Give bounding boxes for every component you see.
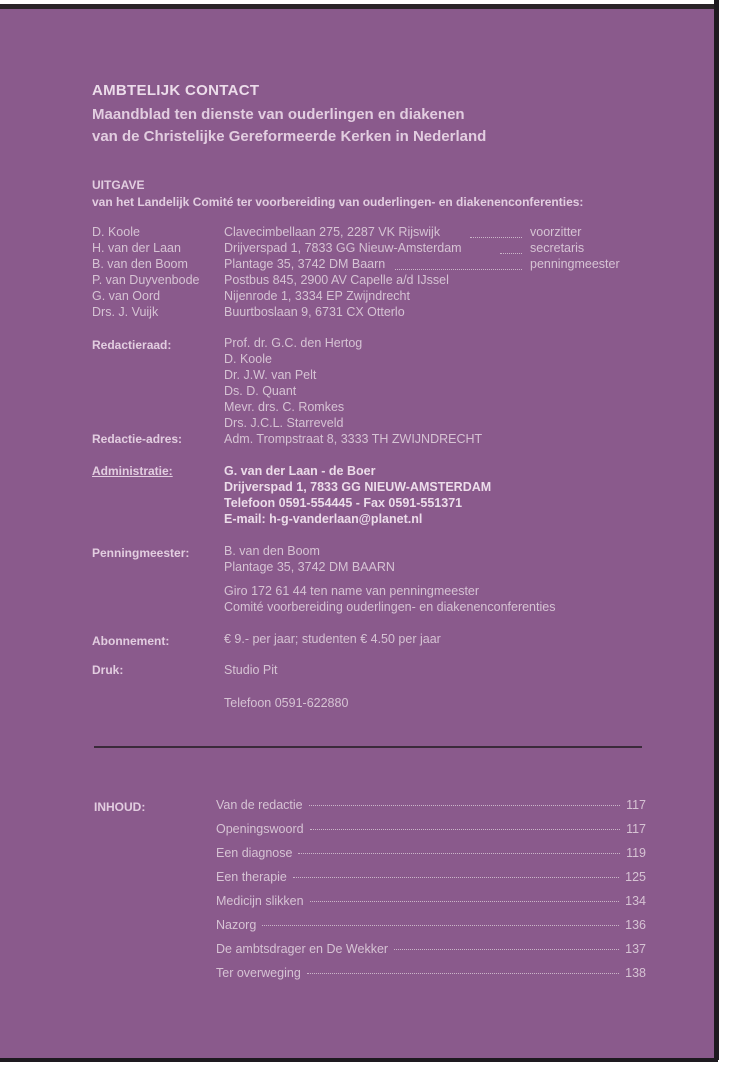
- board-member-name: G. van Oord: [92, 289, 161, 303]
- redactieraad-member: Drs. J.C.L. Starreveld: [224, 416, 344, 430]
- toc-item-page: 136: [625, 918, 646, 932]
- leader-dots: [293, 877, 619, 878]
- toc-item-title: Medicijn slikken: [216, 894, 304, 908]
- toc-item: [216, 918, 646, 936]
- divider: [94, 746, 642, 748]
- toc-item-title: Van de redactie: [216, 798, 303, 812]
- redactieraad-member: D. Koole: [224, 352, 272, 366]
- toc-item-page: 119: [626, 846, 646, 860]
- abonnement-label: Abonnement:: [92, 634, 170, 648]
- inhoud-label: INHOUD:: [94, 800, 146, 814]
- toc-item-page: 125: [625, 870, 646, 884]
- leader-dots: [394, 949, 619, 950]
- board-member-address: Nijenrode 1, 3334 EP Zwijndrecht: [224, 289, 410, 303]
- toc-item-title: De ambtsdrager en De Wekker: [216, 942, 389, 956]
- redactie-adres-value: Adm. Trompstraat 8, 3333 TH ZWIJNDRECHT: [224, 432, 483, 446]
- toc-item: [216, 870, 646, 888]
- penningmeester-line: B. van den Boom: [224, 544, 320, 558]
- leader-dots: [309, 805, 620, 806]
- board-member-address: Drijverspad 1, 7833 GG Nieuw-Amsterdam: [224, 241, 462, 255]
- toc-item-title: Ter overweging: [216, 966, 301, 980]
- administratie-line: G. van der Laan - de Boer: [224, 464, 376, 478]
- administratie-label: Administratie:: [92, 464, 173, 478]
- board-member-address: Plantage 35, 3742 DM Baarn: [224, 257, 386, 271]
- leader-dots: [395, 268, 522, 270]
- toc-item: [216, 798, 646, 816]
- leader-dots: [470, 236, 522, 238]
- right-edge-line: [714, 0, 719, 1060]
- redactie-adres-label: Redactie-adres:: [92, 432, 183, 446]
- uitgave-description: van het Landelijk Comité ter voorbereiding van ouderlingen- en diakenenconferenties:: [92, 195, 584, 209]
- toc-item-page: 138: [625, 966, 646, 980]
- uitgave-heading: UITGAVE: [92, 178, 145, 192]
- administratie-line: Drijverspad 1, 7833 GG NIEUW-AMSTERDAM: [224, 480, 492, 494]
- board-member-role: voorzitter: [530, 225, 582, 239]
- bottom-edge-line: [0, 1058, 718, 1062]
- top-edge: [0, 4, 718, 9]
- board-member-name: Drs. J. Vuijk: [92, 305, 159, 319]
- redactieraad-member: Ds. D. Quant: [224, 384, 297, 398]
- toc-item-title: Een diagnose: [216, 846, 293, 860]
- toc-item: [216, 822, 646, 840]
- redactieraad-label: Redactieraad:: [92, 338, 172, 352]
- toc-item: [216, 894, 646, 912]
- leader-dots: [500, 252, 522, 254]
- board-member-address: Buurtboslaan 9, 6731 CX Otterlo: [224, 305, 405, 319]
- leader-dots: [310, 901, 620, 902]
- board-member-address: Postbus 845, 2900 AV Capelle a/d IJssel: [224, 273, 449, 287]
- subtitle-line-1: Maandblad ten dienste van ouderlingen en diakenen: [92, 106, 465, 123]
- toc-item-page: 117: [626, 798, 646, 812]
- magazine-title: AMBTELIJK CONTACT: [92, 82, 260, 99]
- board-member-name: B. van den Boom: [92, 257, 188, 271]
- administratie-line: Telefoon 0591-554445 - Fax 0591-551371: [224, 496, 463, 510]
- board-member-name: H. van der Laan: [92, 241, 181, 255]
- board-member-role: penningmeester: [530, 257, 620, 271]
- abonnement-value: € 9.- per jaar; studenten € 4.50 per jaar: [224, 632, 441, 646]
- leader-dots: [298, 853, 620, 854]
- leader-dots: [310, 829, 621, 830]
- toc-item-title: Een therapie: [216, 870, 287, 884]
- redactieraad-member: Dr. J.W. van Pelt: [224, 368, 317, 382]
- penningmeester-line: Plantage 35, 3742 DM BAARN: [224, 560, 395, 574]
- board-member-role: secretaris: [530, 241, 585, 255]
- board-member-name: P. van Duyvenbode: [92, 273, 200, 287]
- toc-item-page: 117: [626, 822, 646, 836]
- toc-item: [216, 846, 646, 864]
- giro-line: Comité voorbereiding ouderlingen- en diakenenconferenties: [224, 600, 556, 614]
- druk-value: Studio Pit: [224, 663, 278, 677]
- leader-dots: [307, 973, 619, 974]
- toc-item-title: Openingswoord: [216, 822, 304, 836]
- toc-item-page: 134: [625, 894, 646, 908]
- druk-label: Druk:: [92, 663, 124, 677]
- administratie-email: E-mail: h-g-vanderlaan@planet.nl: [224, 512, 423, 526]
- toc-item-page: 137: [625, 942, 646, 956]
- penningmeester-label: Penningmeester:: [92, 546, 190, 560]
- board-member-name: D. Koole: [92, 225, 140, 239]
- board-member-address: Clavecimbellaan 275, 2287 VK Rijswijk: [224, 225, 441, 239]
- subtitle-line-2: van de Christelijke Gereformeerde Kerken in Nederland: [92, 128, 487, 145]
- page-cover: [0, 4, 718, 1058]
- toc-item: [216, 942, 646, 960]
- toc-item: [216, 966, 646, 984]
- redactieraad-member: Mevr. drs. C. Romkes: [224, 400, 345, 414]
- leader-dots: [262, 925, 619, 926]
- toc-item-title: Nazorg: [216, 918, 257, 932]
- giro-line: Giro 172 61 44 ten name van penningmeester: [224, 584, 480, 598]
- redactieraad-member: Prof. dr. G.C. den Hertog: [224, 336, 363, 350]
- druk-phone: Telefoon 0591-622880: [224, 696, 349, 710]
